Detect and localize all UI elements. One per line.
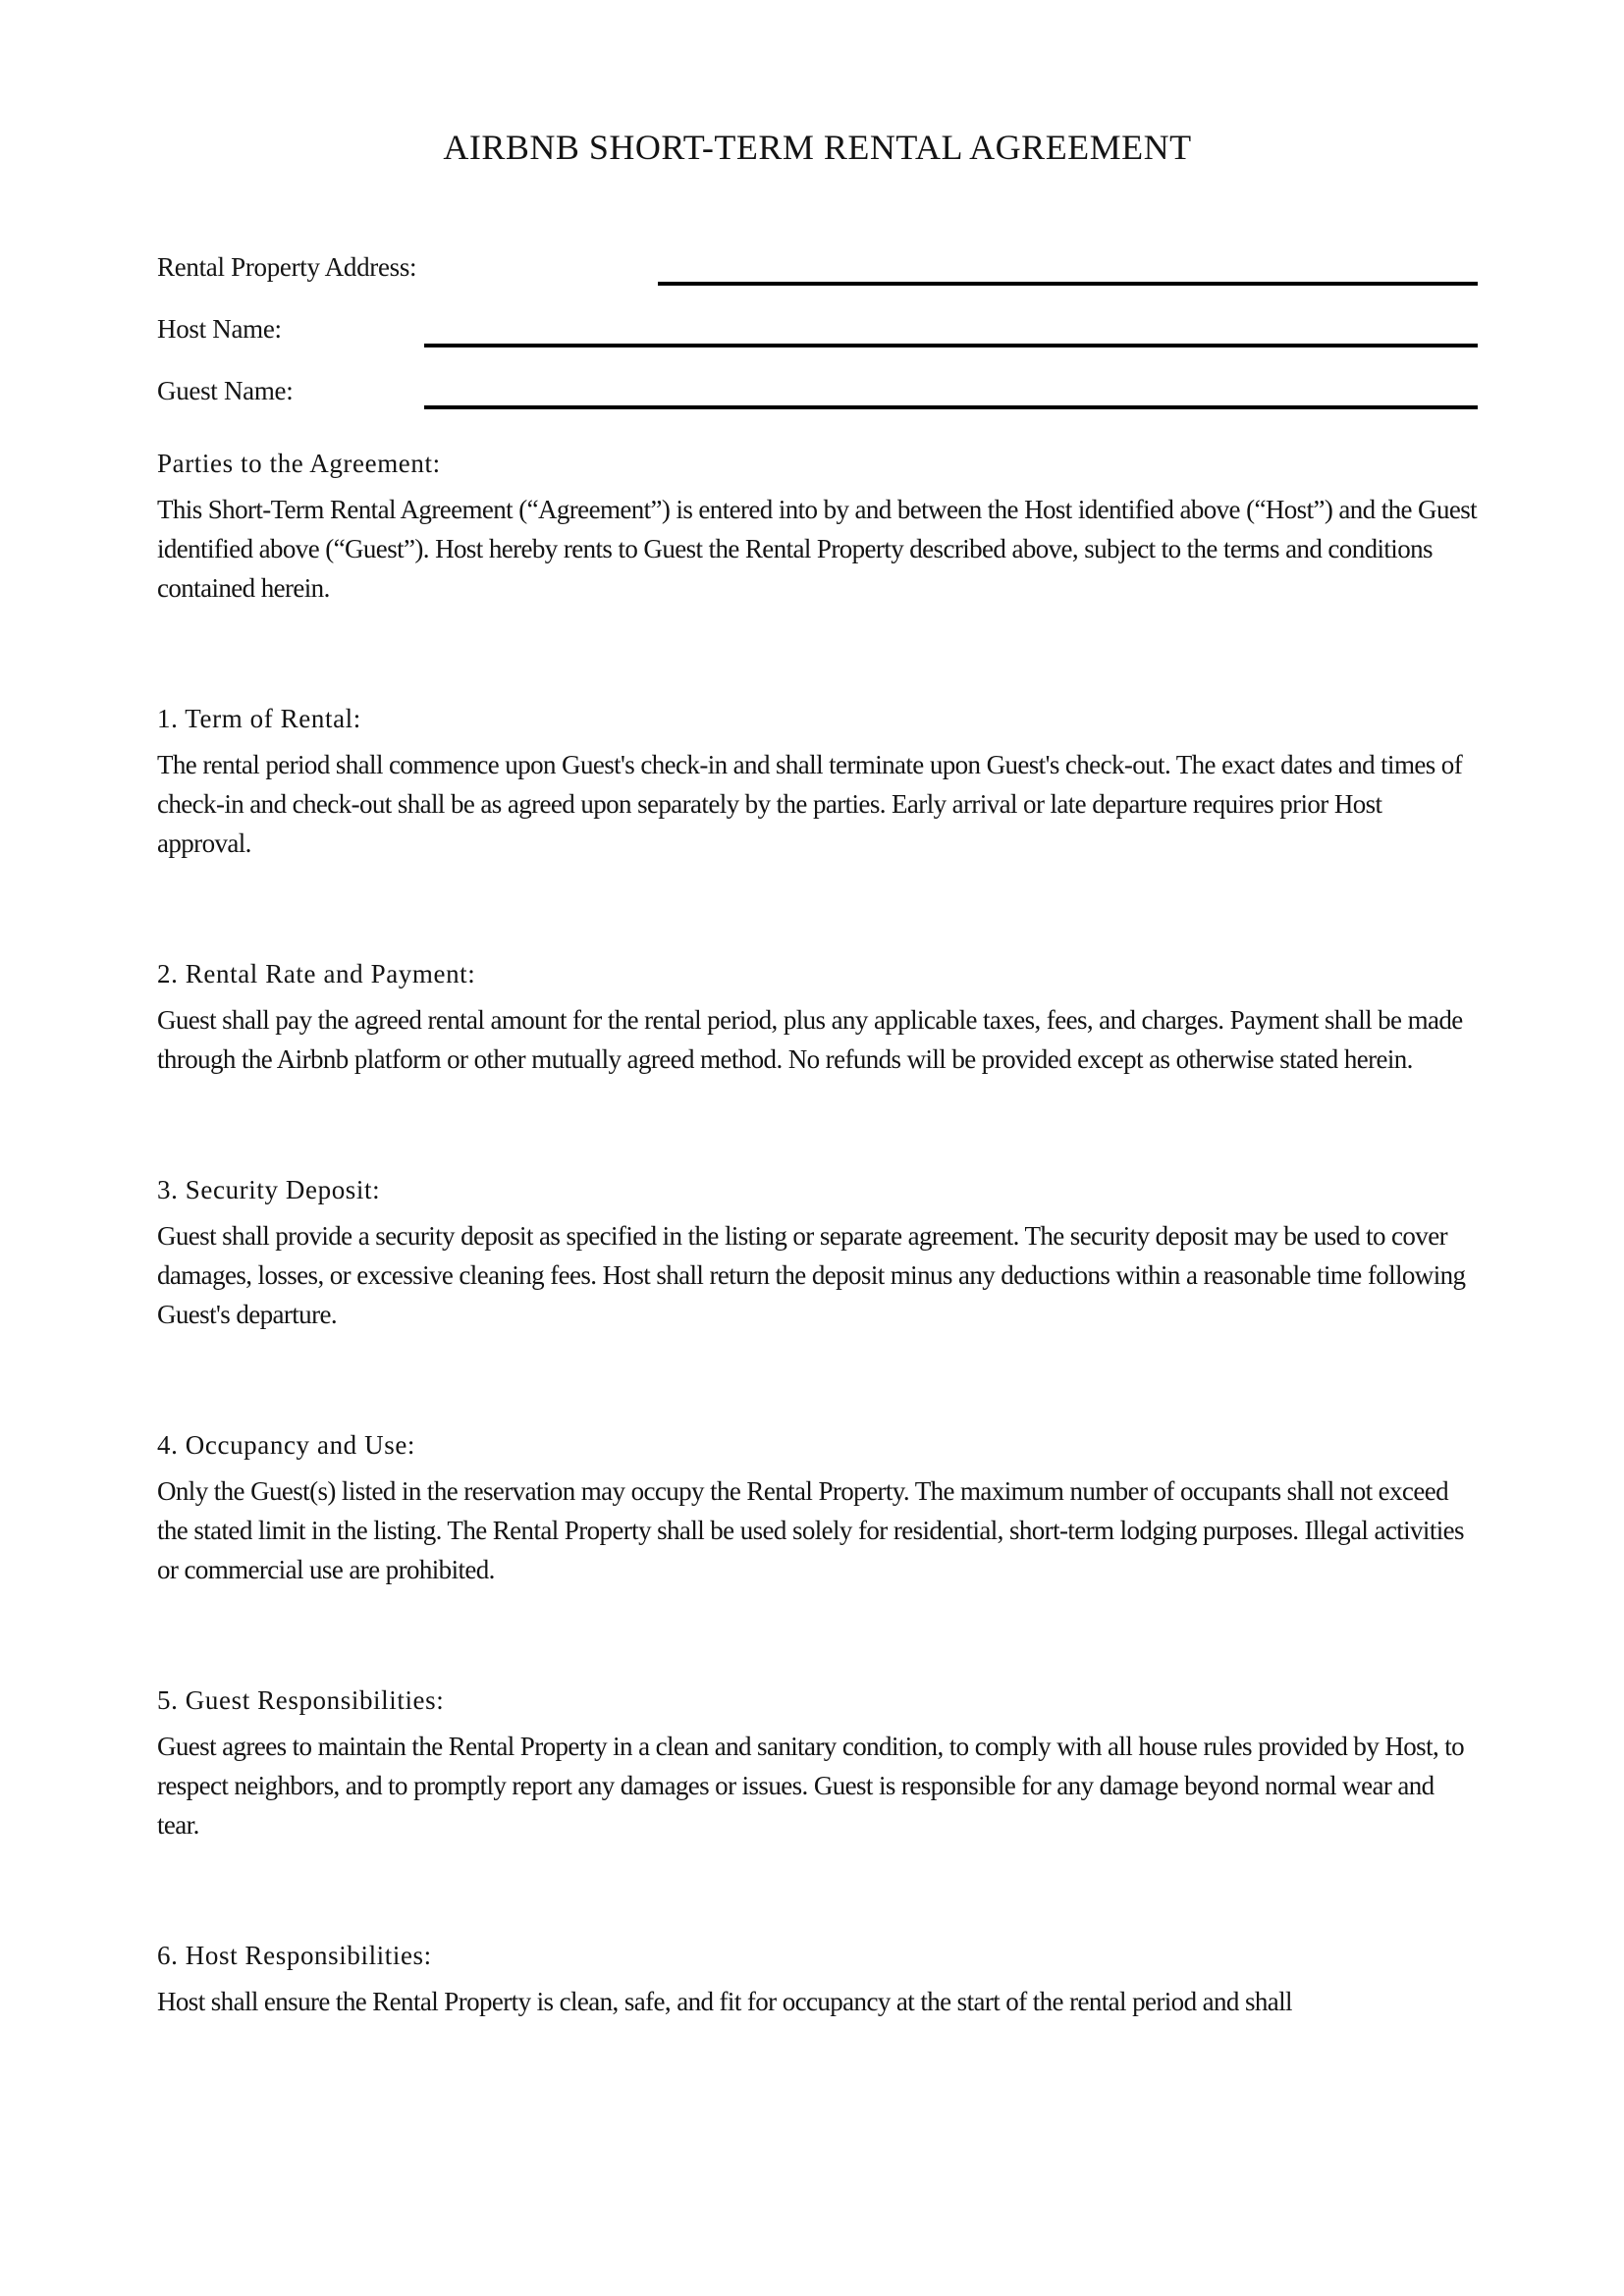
section-body-occupancy-and-use: Only the Guest(s) listed in the reservation may occupy the Rental Property. The maximum number of occupants shall not exceed the stated limit in the listing. The Rental Property shall be used solely for residential, short-term lodging purposes. Illegal activities or commercial use are prohibited. <box>157 1476 1464 1584</box>
section-rental-rate-and-payment <box>157 954 1478 1079</box>
field-blank-line-rental-property-address[interactable] <box>658 282 1478 286</box>
document-title: AIRBNB SHORT-TERM RENTAL AGREEMENT <box>443 128 1192 167</box>
section-body-security-deposit: Guest shall provide a security deposit as specified in the listing or separate agreement. The security deposit may be used to cover damages, losses, or excessive cleaning fees. Host shall return the deposit minus any deductions within a reasonable time following Guest's departure. <box>157 1221 1466 1329</box>
section-parties <box>157 444 1478 608</box>
form-row-host-name <box>157 312 1478 374</box>
section-heading-occupancy-and-use: 4. Occupancy and Use: <box>157 1430 416 1460</box>
rental-form <box>157 250 1478 436</box>
section-heading-rental-rate-and-payment: 2. Rental Rate and Payment: <box>157 959 476 988</box>
section-heading-guest-responsibilities: 5. Guest Responsibilities: <box>157 1685 445 1715</box>
section-term-of-rental <box>157 699 1478 863</box>
field-blank-line-host-name[interactable] <box>424 344 1478 347</box>
section-security-deposit <box>157 1170 1478 1334</box>
form-row-rental-property-address <box>157 250 1478 312</box>
section-heading-security-deposit: 3. Security Deposit: <box>157 1175 381 1204</box>
section-host-responsibilities <box>157 1936 1478 2021</box>
section-occupancy-and-use <box>157 1425 1478 1589</box>
field-label-host-name: Host Name: <box>157 314 282 344</box>
form-row-guest-name <box>157 374 1478 436</box>
section-guest-responsibilities <box>157 1681 1478 1844</box>
section-heading-term-of-rental: 1. Term of Rental: <box>157 704 361 733</box>
section-body-guest-responsibilities: Guest agrees to maintain the Rental Property in a clean and sanitary condition, to comply with all house rules provided by Host, to respect neighbors, and to promptly report any damages or issues. Guest is responsible for any damage beyond normal wear and tear. <box>157 1732 1465 1840</box>
section-heading-host-responsibilities: 6. Host Responsibilities: <box>157 1941 432 1970</box>
field-blank-line-guest-name[interactable] <box>424 405 1478 409</box>
section-body-host-responsibilities: Host shall ensure the Rental Property is clean, safe, and fit for occupancy at the start of the rental period and shall <box>157 1987 1292 2016</box>
section-body-term-of-rental: The rental period shall commence upon Guest's check-in and shall terminate upon Guest's check-out. The exact dates and times of check-in and check-out shall be as agreed upon separately by the parties. Early arrival or late departure requires prior Host approval. <box>157 750 1463 858</box>
section-body-rental-rate-and-payment: Guest shall pay the agreed rental amount for the rental period, plus any applicable taxes, fees, and charges. Payment shall be made through the Airbnb platform or other mutually agreed method. No refunds will be provided except as otherwise stated herein. <box>157 1005 1463 1074</box>
field-label-rental-property-address: Rental Property Address: <box>157 252 417 282</box>
section-body-parties: This Short-Term Rental Agreement (“Agreement”) is entered into by and between the Host identified above (“Host”) and the Guest identified above (“Guest”). Host hereby rents to Guest the Rental Property described above, subject to the terms and conditions contained herein. <box>157 495 1478 603</box>
field-label-guest-name: Guest Name: <box>157 376 294 405</box>
section-heading-parties: Parties to the Agreement: <box>157 449 441 478</box>
